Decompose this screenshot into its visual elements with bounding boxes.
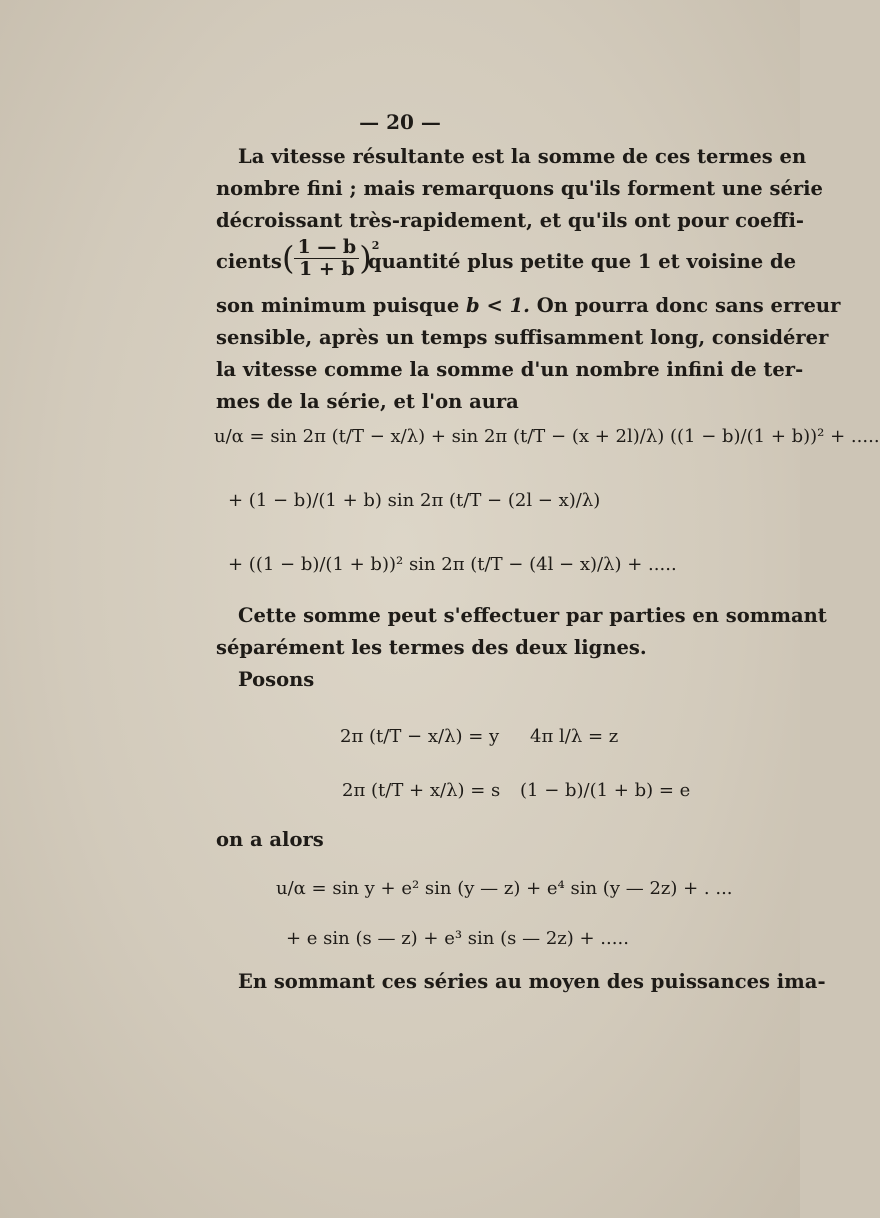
text-line: la vitesse comme la somme d'un nombre infini de ter- — [216, 358, 804, 381]
fraction-numerator: 1 — b — [297, 235, 357, 258]
text-line: son minimum puisque b < 1. On pourra donc sans erreur — [216, 294, 841, 317]
exponent: 2 — [371, 239, 380, 252]
text-line: séparément les termes des deux lignes. — [216, 636, 647, 659]
equation-row-2: + (1 − b)/(1 + b) sin 2π (t/T − (2l − x)/λ) — [228, 490, 601, 511]
page-number: — 20 — — [359, 110, 441, 134]
paragraph-sum — [216, 600, 827, 696]
text-line: Posons — [238, 668, 315, 691]
definition-s: 2π (t/T + x/λ) = s — [342, 780, 501, 801]
text-line: La vitesse résultante est la somme de ces termes en — [238, 145, 807, 168]
text-fragment: cients — [216, 250, 282, 273]
definition-z: 4π l/λ = z — [530, 726, 619, 747]
text-line: nombre fini ; mais remarquons qu'ils forment une série — [216, 177, 823, 200]
fraction-denominator: 1 + b — [294, 258, 359, 280]
paragraph-intro — [216, 141, 823, 237]
equation2-row-1: u/α = sin y + e² sin (y — z) + e⁴ sin (y — 2z) + . ... — [276, 878, 733, 899]
text-line: mes de la série, et l'on aura — [216, 390, 519, 413]
text-line: Cette somme peut s'effectuer par parties en sommant — [238, 604, 827, 627]
text-line: sensible, après un temps suffisamment long, considérer — [216, 326, 829, 349]
text-line: décroissant très-rapidement, et qu'ils ont pour coeffi- — [216, 209, 804, 232]
definition-y: 2π (t/T − x/λ) = y — [340, 726, 500, 747]
equation2-row-2: + e sin (s — z) + e³ sin (s — 2z) + ..... — [286, 928, 629, 949]
coefficient-line — [216, 234, 797, 290]
definition-e: (1 − b)/(1 + b) = e — [520, 780, 691, 801]
paragraph-final — [216, 966, 826, 998]
text-line: En sommant ces séries au moyen des puissances ima- — [238, 970, 826, 993]
paragraph-on-a-alors — [216, 824, 724, 856]
equation-row-1: u/α = sin 2π (t/T − x/λ) + sin 2π (t/T − (x + 2l)/λ) ((1 − b)/(1 + b))² + ..... — [214, 426, 880, 447]
text-fragment: quantité plus petite que 1 et voisine de — [368, 250, 797, 273]
equation-row-3: + ((1 − b)/(1 + b))² sin 2π (t/T − (4l − x)/λ) + ..... — [228, 554, 677, 575]
paragraph-intro-continued — [216, 290, 841, 418]
coefficient-fraction: ( $\frac{1 — b}{1 + b}$ )$^2$ — [282, 235, 380, 280]
text-line: on a alors — [216, 828, 324, 851]
